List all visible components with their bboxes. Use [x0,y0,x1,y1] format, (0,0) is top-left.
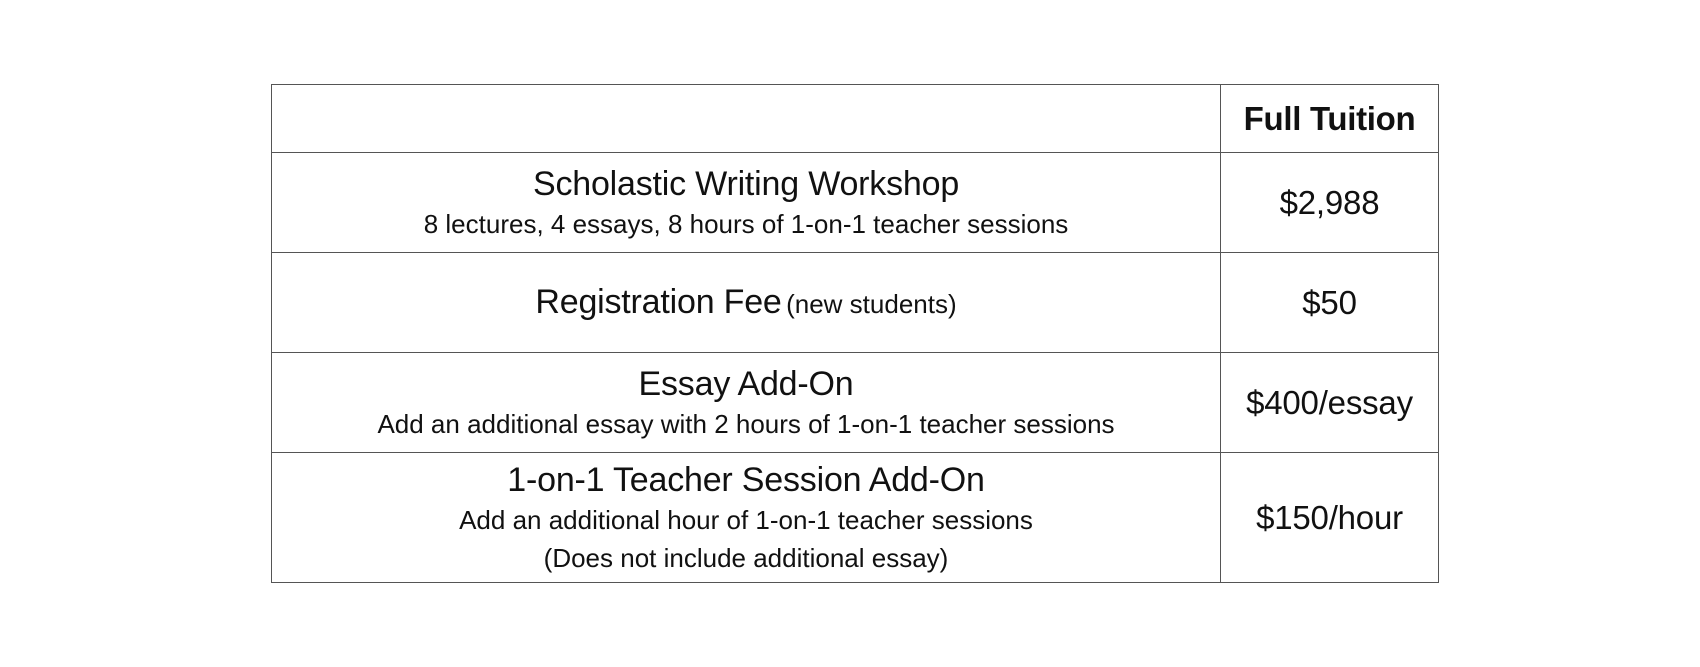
item-price: $50 [1302,283,1357,321]
description-cell [272,353,1221,453]
header-row [272,85,1439,153]
item-title: 1-on-1 Teacher Session Add-On [507,460,985,499]
item-detail: (Does not include additional essay) [543,542,949,573]
item-detail: Add an additional essay with 2 hours of 1-on-1 teacher sessions [377,408,1115,439]
header-price-cell [1221,85,1439,153]
full-tuition-heading: Full Tuition [1243,99,1416,137]
item-price: $2,988 [1279,183,1380,221]
table-row [272,353,1439,453]
tuition-table [271,84,1439,583]
table-row [272,153,1439,253]
item-title: Scholastic Writing Workshop [532,164,960,203]
description-cell [272,253,1221,353]
item-note: (new students) [786,289,957,319]
item-price: $150/hour [1256,498,1403,536]
item-title: Essay Add-On [638,364,854,403]
header-description-cell [272,85,1221,153]
table-row [272,453,1439,583]
description-cell [272,453,1221,583]
table-row [272,253,1439,353]
item-price: $400/essay [1246,383,1413,421]
price-cell [1221,153,1439,253]
item-detail: 8 lectures, 4 essays, 8 hours of 1-on-1 teacher sessions [423,208,1069,239]
item-title: Registration Fee [535,283,782,321]
description-cell [272,153,1221,253]
price-cell [1221,353,1439,453]
price-cell [1221,253,1439,353]
item-detail: Add an additional hour of 1-on-1 teacher sessions [459,504,1033,535]
price-cell [1221,453,1439,583]
